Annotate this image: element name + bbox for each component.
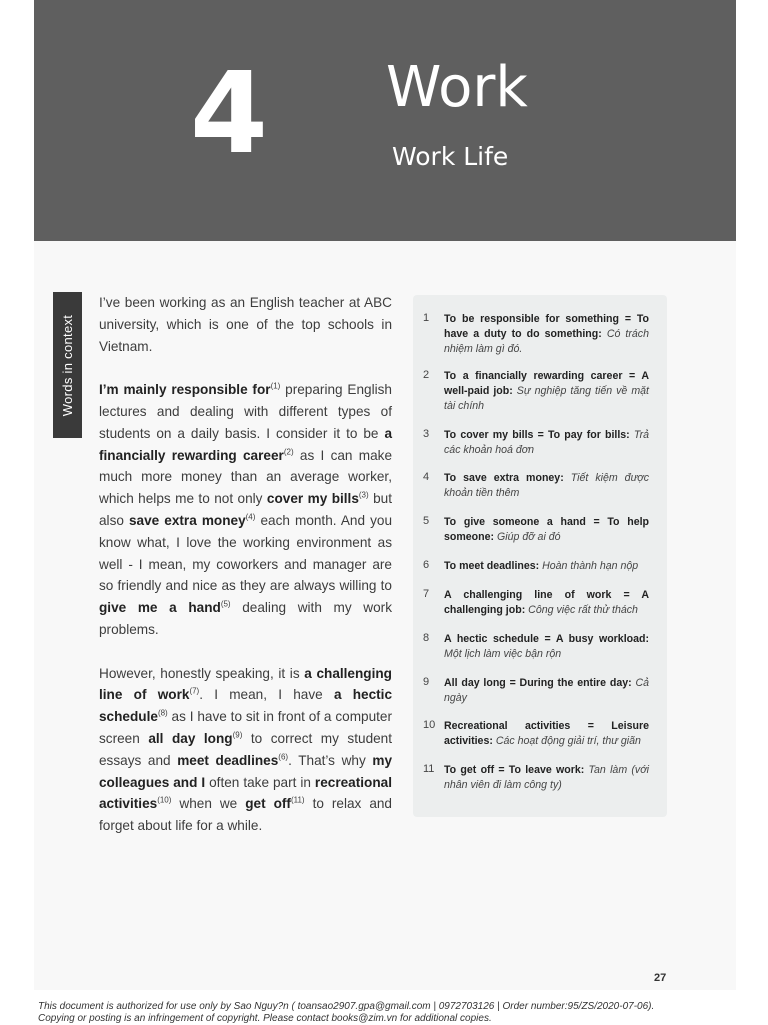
chapter-number: 4 <box>190 49 268 179</box>
vocabulary-term: A hectic schedule = A busy workload: <box>444 633 649 645</box>
words-in-context-tab <box>53 292 82 438</box>
vocabulary-term: To cover my bills = To pay for bills: <box>444 429 630 441</box>
key-phrase: all day long <box>148 730 233 746</box>
vocabulary-number: 6 <box>423 559 430 571</box>
chapter-title: Work <box>386 55 528 120</box>
reference-number: (11) <box>290 795 305 805</box>
key-phrase: meet deadlines <box>177 752 279 768</box>
vocabulary-meaning: Công việc rất thử thách <box>528 604 638 617</box>
vocabulary-definition <box>444 632 649 662</box>
reference-number: (5) <box>220 599 231 609</box>
vocabulary-meaning: Có trách nhiệm làm gì đó. <box>444 328 649 356</box>
passage-paragraph-1: I’ve been working as an English teacher at ABC university, which is one of the top schools in Vietnam. <box>99 295 392 354</box>
reading-passage <box>99 292 392 859</box>
key-phrase: a hectic schedule <box>99 687 393 725</box>
passage-text: to correct my student essays and <box>99 730 393 768</box>
side-tab-label: Words in context <box>60 314 76 416</box>
passage-text: to relax and forget about life for a while. <box>99 796 392 834</box>
reference-number: (6) <box>278 752 289 762</box>
vocabulary-meaning: Một lịch làm việc bận rộn <box>444 648 562 661</box>
reference-number: (7) <box>189 686 200 696</box>
vocabulary-meaning: Sự nghiệp tăng tiến về mặt tài chính <box>444 385 649 413</box>
passage-text: when we <box>171 796 246 812</box>
reference-number: (1) <box>270 381 281 391</box>
vocabulary-definition <box>444 369 649 415</box>
key-phrase: a financially rewarding career <box>99 425 392 463</box>
vocabulary-meaning: Tan làm (với nhân viên đi làm công ty) <box>444 764 649 792</box>
reference-number: (10) <box>157 795 172 805</box>
vocabulary-definition <box>444 515 649 545</box>
vocabulary-number: 5 <box>423 515 430 527</box>
copyright-notice <box>38 1001 738 1025</box>
passage-text: as I can make much more money than an average worker, which helps me to not only <box>99 447 392 507</box>
vocabulary-definition <box>444 471 649 501</box>
vocabulary-number: 3 <box>423 428 430 440</box>
reference-number: (4) <box>245 512 256 522</box>
passage-text: but also <box>99 491 393 528</box>
passage-paragraph-3 <box>99 663 392 837</box>
vocabulary-meaning: Các hoạt động giải trí, thư giãn <box>495 735 641 748</box>
vocabulary-number: 4 <box>423 471 430 483</box>
vocabulary-meaning: Tiết kiệm được khoản tiền thêm <box>444 472 649 500</box>
vocabulary-term: To get off = To leave work: <box>444 764 585 776</box>
vocabulary-number: 11 <box>423 763 435 775</box>
key-phrase: I’m mainly responsible for <box>99 382 271 398</box>
key-phrase: save extra money <box>128 512 246 528</box>
vocabulary-term: A challenging line of work = A challenging job: <box>444 589 649 617</box>
passage-text: often take part in <box>205 774 315 790</box>
vocabulary-definition <box>444 763 649 793</box>
vocabulary-number: 2 <box>423 369 430 381</box>
passage-text: . That’s why <box>288 752 373 768</box>
passage-text: . I mean, I have <box>199 687 334 703</box>
key-phrase: cover my bills <box>266 491 359 507</box>
vocabulary-number: 1 <box>423 312 430 324</box>
vocabulary-number: 7 <box>423 588 430 600</box>
passage-text: preparing English lectures and dealing with different types of students on a daily basis. I consider it to be <box>99 382 392 441</box>
vocabulary-definition <box>444 312 649 358</box>
vocabulary-meaning: Trả các khoản hoá đơn <box>444 429 649 457</box>
vocabulary-term: To a financially rewarding career = A well-paid job: <box>444 370 649 398</box>
reference-number: (3) <box>358 490 369 500</box>
vocabulary-meaning: Giúp đỡ ai đó <box>497 531 561 544</box>
vocabulary-definition <box>444 676 649 706</box>
vocabulary-meaning: Cả ngày <box>444 677 649 705</box>
vocabulary-term: To meet deadlines: <box>444 560 540 572</box>
passage-paragraph-2 <box>99 379 392 641</box>
vocabulary-definition <box>444 588 649 618</box>
key-phrase: give me a hand <box>99 600 221 616</box>
vocabulary-number: 10 <box>423 719 436 731</box>
vocabulary-meaning: Hoàn thành hạn nộp <box>542 560 639 572</box>
passage-text: dealing with my work problems. <box>99 600 392 637</box>
passage-text: However, honestly speaking, it is <box>99 665 305 681</box>
vocabulary-term: To give someone a hand = To help someone: <box>444 516 649 544</box>
vocabulary-number: 8 <box>423 632 430 644</box>
vocabulary-term: To save extra money: <box>444 472 564 484</box>
vocabulary-term: To be responsible for something = To have a duty to do something: <box>444 313 649 341</box>
passage-text: each month. And you know what, I love the working environment as well - I mean, my coworkers and manager are so friendly and nice as they are always willing to <box>99 512 392 594</box>
key-phrase: get off <box>245 796 291 812</box>
key-phrase: my colleagues and I <box>99 752 393 790</box>
vocabulary-definition <box>444 559 649 574</box>
vocabulary-definition <box>444 428 649 458</box>
vocabulary-number: 9 <box>423 676 430 688</box>
key-phrase: recreational activities <box>99 774 392 812</box>
passage-text: as I have to sit in front of a computer screen <box>99 709 392 746</box>
vocabulary-definition <box>444 719 649 749</box>
reference-number: (9) <box>232 730 243 740</box>
reference-number: (8) <box>157 708 168 718</box>
vocabulary-box <box>413 295 667 817</box>
vocabulary-term: All day long = During the entire day: <box>444 677 632 689</box>
reference-number: (2) <box>283 447 294 457</box>
chapter-header <box>34 0 736 241</box>
chapter-subtitle: Work Life <box>392 142 509 171</box>
page-number: 27 <box>654 972 667 984</box>
vocabulary-term: Recreational activities = Leisure activities: <box>444 720 649 748</box>
copyright-line-1: This document is authorized for use only by Sao Nguy?n ( toansao2907.gpa@gmail.com | 0972703126 | Order number:95/ZS/2020-07-06). <box>38 1001 655 1012</box>
copyright-line-2: Copying or posting is an infringement of copyright. Please contact books@zim.vn for additional copies. <box>38 1013 492 1024</box>
key-phrase: a challenging line of work <box>99 665 392 703</box>
